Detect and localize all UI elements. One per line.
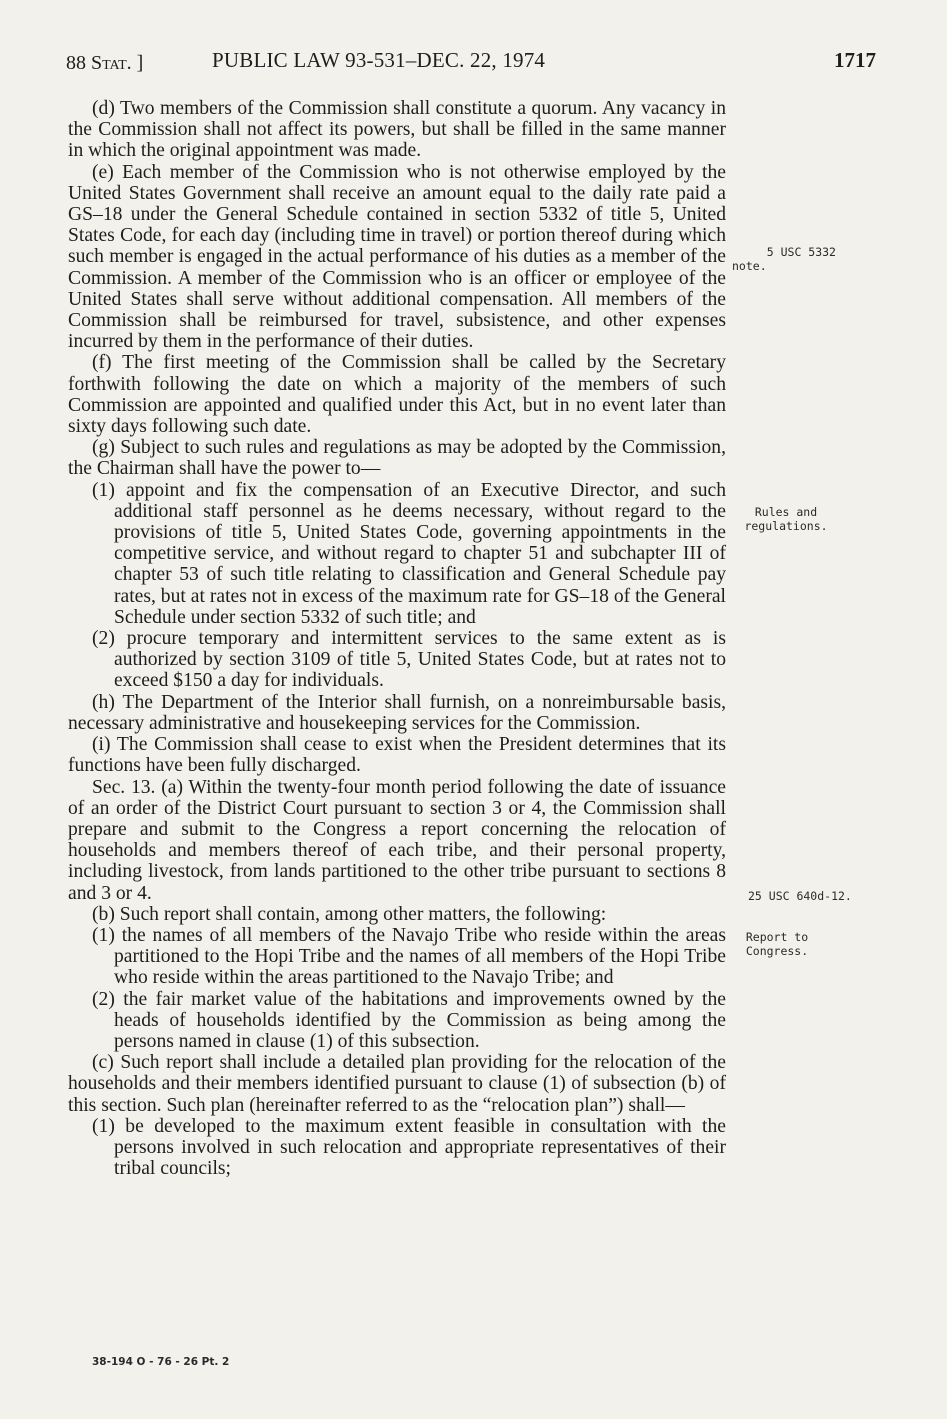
paragraph-d: (d) Two members of the Commission shall constitute a quorum. Any vacancy in the Commission shall not affect its powers, but shall be filled in the same manner in which the original appointment was made.: [68, 98, 726, 162]
clause-g-1: (1) appoint and fix the compensation of an Executive Director, and such additional staff personnel as he deems necessary, without regard to the provisions of title 5, United States Code, governing appointments in the competitive service, and without regard to chapter 51 and subchapter III of chapter 53 of such title relating to classification and General Schedule pay rates, but at rates not in excess of the maximum rate for GS–18 of the General Schedule under section 5332 of such title; and: [92, 479, 726, 628]
section-13-c: (c) Such report shall include a detailed plan providing for the relocation of the households and their members identified pursuant to clause (1) of subsection (b) of this section. Such plan (hereinafter referred to as the “relocation plan”) shall—: [68, 1052, 726, 1116]
paragraph-f: (f) The first meeting of the Commission shall be called by the Secretary forthwith following the date on which a majority of the members of such Commission are appointed and qualified under this Act, but in no event later than sixty days following such date.: [68, 352, 726, 438]
body-text: [68, 98, 726, 1179]
margin-note-5-usc-5332: [732, 245, 836, 273]
paragraph-g: (g) Subject to such rules and regulations as may be adopted by the Commission, the Chairman shall have the power to—: [68, 437, 726, 480]
clause-b-1: (1) the names of all members of the Navajo Tribe who reside within the areas partitioned to the Hopi Tribe and the names of all members of the Hopi Tribe who reside within the areas partitioned to the Navajo Tribe; and: [92, 924, 726, 989]
margin-note-line: regulations.: [744, 519, 828, 533]
print-code: 38-194 O - 76 - 26 Pt. 2: [92, 1356, 230, 1368]
margin-note-line: note.: [732, 259, 767, 273]
margin-note-25-usc: [748, 889, 878, 903]
paragraph-i: (i) The Commission shall cease to exist when the President determines that its functions have been fully discharged.: [68, 734, 726, 777]
clause-c-1: (1) be developed to the maximum extent feasible in consultation with the persons involved in such relocation and appropriate representatives of their tribal councils;: [92, 1115, 726, 1180]
margin-note-line: Congress.: [745, 944, 809, 958]
stat-label: Stat.: [91, 52, 132, 74]
page-title: PUBLIC LAW 93-531–DEC. 22, 1974: [212, 48, 546, 72]
margin-note-rules: [736, 505, 836, 533]
margin-note-line: 5 USC 5332: [766, 245, 836, 259]
stat-bracket: ]: [136, 52, 144, 74]
margin-note-report: [734, 930, 820, 958]
paragraph-e: (e) Each member of the Commission who is not otherwise employed by the United States Government shall receive an amount equal to the daily rate paid a GS–18 under the General Schedule contained in section 5332 of title 5, United States Code, for each day (including time in travel) or portion thereof during which such member is engaged in the actual performance of his duties as a member of the Commission. A member of the Commission who is an officer or employee of the United States shall serve without additional compensation. All members of the Commission shall be reimbursed for travel, subsistence, and other expenses incurred by them in the performance of their duties.: [68, 161, 726, 353]
page-number: 1717: [834, 48, 876, 72]
section-13-a: Sec. 13. (a) Within the twenty-four month period following the date of issuance of an order of the District Court pursuant to section 3 or 4, the Commission shall prepare and submit to the Congress a report concerning the relocation of households and members thereof of each tribe, and their personal property, including livestock, from lands partitioned to the other tribe pursuant to sections 8 and 3 or 4.: [68, 776, 726, 904]
page-header: [66, 48, 876, 78]
clause-g-2: (2) procure temporary and intermittent services to the same extent as is authorized by section 3109 of title 5, United States Code, but at rates not to exceed $150 a day for individuals.: [92, 628, 726, 692]
section-13-b: (b) Such report shall contain, among other matters, the following:: [92, 903, 607, 925]
margin-note-line: Report to: [745, 930, 809, 944]
clause-b-2: (2) the fair market value of the habitations and improvements owned by the heads of households identified by the Commission as being among the persons named in clause (1) of this subsection.: [92, 988, 726, 1052]
paragraph-h: (h) The Department of the Interior shall furnish, on a nonreimbursable basis, necessary administrative and housekeeping services for the Commission.: [68, 691, 726, 734]
margin-note-line: 25 USC 640d-12.: [748, 889, 852, 903]
statute-reference: [66, 52, 143, 75]
margin-note-line: Rules and: [754, 505, 818, 519]
stat-volume: 88: [66, 52, 86, 74]
